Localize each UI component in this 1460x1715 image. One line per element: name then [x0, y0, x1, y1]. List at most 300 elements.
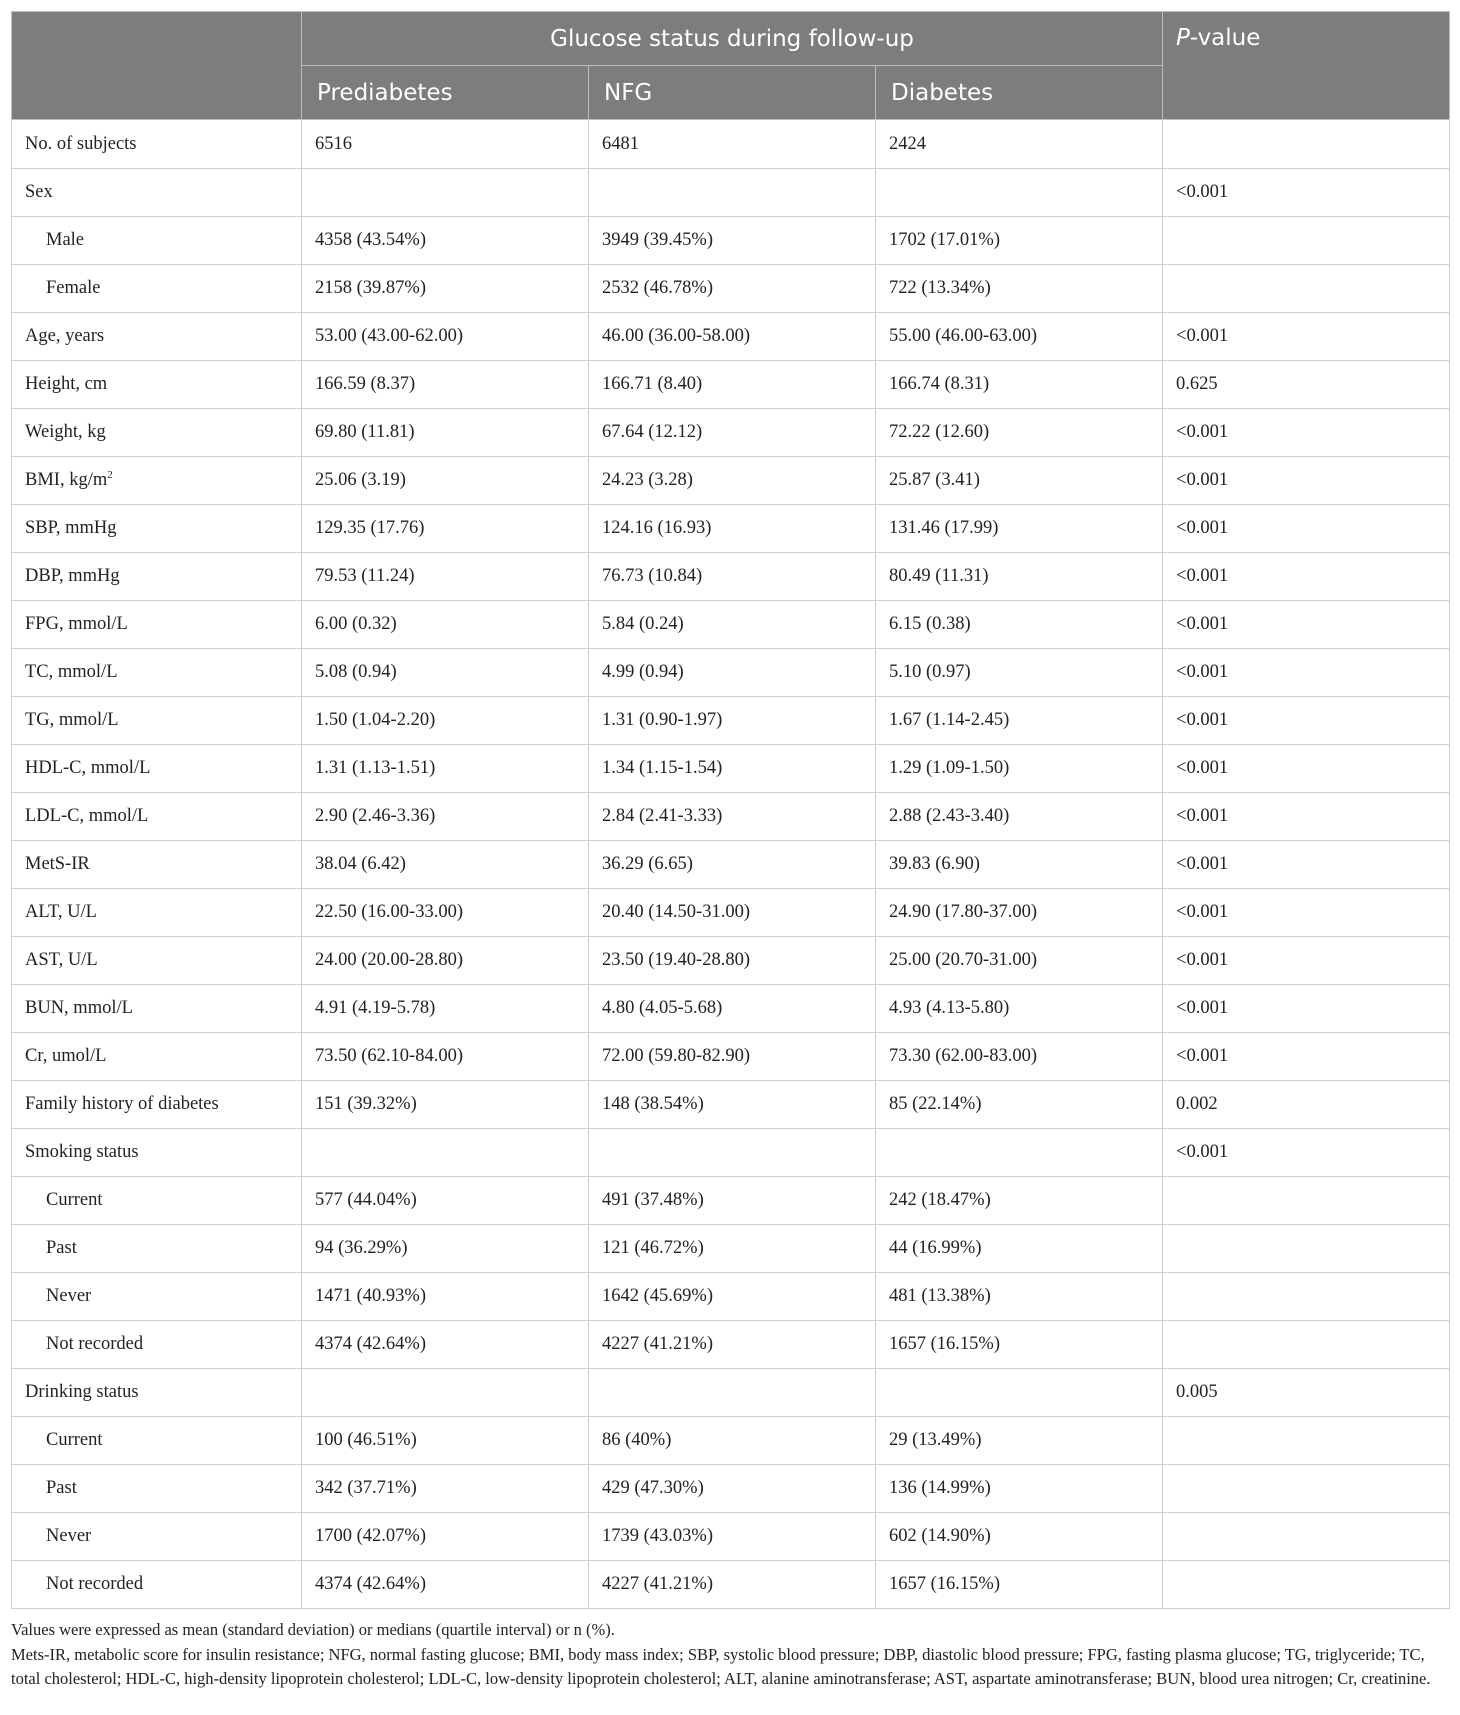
cell-nfg [589, 745, 876, 793]
cell-nfg [589, 1225, 876, 1273]
cell-nfg [589, 697, 876, 745]
baseline-characteristics-table [11, 11, 1450, 1609]
cell-diabetes [876, 457, 1163, 505]
cell-nfg [589, 409, 876, 457]
row-label-text: Not recorded [46, 1334, 144, 1354]
cell-diabetes-text: 24.90 (17.80-37.00) [889, 902, 1037, 922]
table-row [12, 1033, 1450, 1081]
row-label [12, 889, 302, 937]
cell-prediabetes-text: 25.06 (3.19) [315, 470, 406, 490]
row-label [12, 217, 302, 265]
cell-prediabetes-text: 38.04 (6.42) [315, 854, 406, 874]
cell-diabetes [876, 1417, 1163, 1465]
row-label [12, 1033, 302, 1081]
cell-diabetes-text: 44 (16.99%) [889, 1238, 982, 1258]
cell-pvalue [1163, 889, 1450, 937]
cell-pvalue [1163, 169, 1450, 217]
table-row [12, 1465, 1450, 1513]
cell-diabetes-text: 602 (14.90%) [889, 1526, 991, 1546]
cell-diabetes [876, 217, 1163, 265]
cell-prediabetes-text: 100 (46.51%) [315, 1430, 417, 1450]
cell-nfg [589, 1369, 876, 1417]
cell-nfg-text: 5.84 (0.24) [602, 614, 684, 634]
row-label-text: Current [46, 1430, 103, 1450]
cell-nfg-text: 2.84 (2.41-3.33) [602, 806, 723, 826]
cell-pvalue [1163, 120, 1450, 169]
table-row [12, 457, 1450, 505]
table-row [12, 1129, 1450, 1177]
cell-nfg-text: 4227 (41.21%) [602, 1334, 713, 1354]
header-col-nfg: NFG [589, 66, 876, 120]
cell-prediabetes-text: 1.50 (1.04-2.20) [315, 710, 436, 730]
superscript: 2 [107, 468, 113, 481]
row-label-text: MetS-IR [25, 854, 90, 874]
cell-pvalue-text: <0.001 [1176, 662, 1229, 682]
cell-nfg-text: 86 (40%) [602, 1430, 672, 1450]
table-row [12, 505, 1450, 553]
row-label [12, 1129, 302, 1177]
cell-prediabetes-text: 151 (39.32%) [315, 1094, 417, 1114]
cell-pvalue-text: <0.001 [1176, 326, 1229, 346]
cell-prediabetes [302, 409, 589, 457]
cell-nfg-text: 67.64 (12.12) [602, 422, 703, 442]
cell-diabetes [876, 745, 1163, 793]
cell-diabetes [876, 1465, 1163, 1513]
cell-pvalue-text: <0.001 [1176, 806, 1229, 826]
header-col-diabetes: Diabetes [876, 66, 1163, 120]
row-label-text: TG, mmol/L [25, 710, 119, 730]
row-label-text: Never [46, 1286, 92, 1306]
table-row [12, 120, 1450, 169]
row-label-text: Past [46, 1478, 77, 1498]
cell-prediabetes [302, 1561, 589, 1609]
cell-prediabetes-text: 5.08 (0.94) [315, 662, 397, 682]
cell-prediabetes-text: 6.00 (0.32) [315, 614, 397, 634]
cell-diabetes [876, 697, 1163, 745]
table-row [12, 889, 1450, 937]
cell-prediabetes [302, 457, 589, 505]
cell-diabetes-text: 722 (13.34%) [889, 278, 991, 298]
cell-prediabetes-text: 342 (37.71%) [315, 1478, 417, 1498]
cell-pvalue-text: <0.001 [1176, 566, 1229, 586]
cell-diabetes [876, 1321, 1163, 1369]
cell-prediabetes-text: 4358 (43.54%) [315, 230, 426, 250]
cell-pvalue [1163, 1417, 1450, 1465]
cell-diabetes-text: 39.83 (6.90) [889, 854, 980, 874]
row-label [12, 1321, 302, 1369]
cell-diabetes [876, 601, 1163, 649]
cell-diabetes [876, 1081, 1163, 1129]
cell-diabetes [876, 361, 1163, 409]
row-label [12, 1417, 302, 1465]
cell-prediabetes [302, 841, 589, 889]
row-label [12, 457, 302, 505]
cell-nfg [589, 793, 876, 841]
cell-diabetes-text: 1.29 (1.09-1.50) [889, 758, 1010, 778]
cell-pvalue [1163, 793, 1450, 841]
cell-diabetes [876, 1561, 1163, 1609]
cell-diabetes [876, 1129, 1163, 1177]
row-label [12, 601, 302, 649]
cell-diabetes [876, 985, 1163, 1033]
cell-diabetes-text: 136 (14.99%) [889, 1478, 991, 1498]
cell-nfg [589, 1033, 876, 1081]
cell-prediabetes [302, 601, 589, 649]
cell-diabetes-text: 481 (13.38%) [889, 1286, 991, 1306]
cell-pvalue-text: <0.001 [1176, 950, 1229, 970]
cell-pvalue-text: <0.001 [1176, 998, 1229, 1018]
cell-diabetes-text: 85 (22.14%) [889, 1094, 982, 1114]
row-label [12, 1561, 302, 1609]
cell-pvalue [1163, 1033, 1450, 1081]
cell-prediabetes [302, 1321, 589, 1369]
cell-prediabetes-text: 69.80 (11.81) [315, 422, 415, 442]
row-label-text: ALT, U/L [25, 902, 97, 922]
cell-nfg [589, 1081, 876, 1129]
row-label-text: Female [46, 278, 101, 298]
cell-diabetes-text: 1702 (17.01%) [889, 230, 1000, 250]
cell-nfg-text: 148 (38.54%) [602, 1094, 704, 1114]
cell-prediabetes-text: 4374 (42.64%) [315, 1574, 426, 1594]
table-row [12, 601, 1450, 649]
row-label-text: Smoking status [25, 1142, 139, 1162]
cell-pvalue-text: <0.001 [1176, 1142, 1229, 1162]
cell-pvalue-text: <0.001 [1176, 614, 1229, 634]
cell-pvalue [1163, 1369, 1450, 1417]
cell-prediabetes-text: 4374 (42.64%) [315, 1334, 426, 1354]
cell-diabetes [876, 1225, 1163, 1273]
cell-prediabetes [302, 1033, 589, 1081]
cell-nfg-text: 1.34 (1.15-1.54) [602, 758, 723, 778]
footnote-abbreviations: Mets-IR, metabolic score for insulin resistance; NFG, normal fasting glucose; BMI, body mass index; SBP, systolic blood pressure; DBP, diastolic blood pressure; FPG, fasting plasma glucose; TG, triglyceride; TC, total cholesterol; HDL-C, high-density lipoprotein cholesterol; LDL-C, low-density lipoprotein cholesterol; ALT, alanine aminotransferase; AST, aspartate aminotransferase; BUN, blood urea nitrogen; Cr, creatinine. [11, 1644, 1431, 1688]
cell-prediabetes-text: 22.50 (16.00-33.00) [315, 902, 463, 922]
cell-pvalue [1163, 409, 1450, 457]
cell-prediabetes [302, 1513, 589, 1561]
footnote-values: Values were expressed as mean (standard deviation) or medians (quartile interval) or n (%). [11, 1620, 615, 1639]
cell-nfg [589, 457, 876, 505]
cell-prediabetes [302, 1273, 589, 1321]
cell-pvalue [1163, 553, 1450, 601]
cell-nfg-text: 3949 (39.45%) [602, 230, 713, 250]
cell-nfg-text: 2532 (46.78%) [602, 278, 713, 298]
cell-nfg [589, 553, 876, 601]
cell-prediabetes-text: 24.00 (20.00-28.80) [315, 950, 463, 970]
row-label-text: Never [46, 1526, 92, 1546]
cell-diabetes [876, 649, 1163, 697]
row-label-text: TC, mmol/L [25, 662, 118, 682]
cell-diabetes-text: 242 (18.47%) [889, 1190, 991, 1210]
cell-pvalue [1163, 361, 1450, 409]
row-label [12, 505, 302, 553]
cell-prediabetes [302, 1369, 589, 1417]
row-label-text: HDL-C, mmol/L [25, 758, 151, 778]
cell-pvalue [1163, 1129, 1450, 1177]
row-label [12, 1369, 302, 1417]
row-label [12, 265, 302, 313]
cell-pvalue [1163, 1225, 1450, 1273]
cell-diabetes [876, 409, 1163, 457]
cell-prediabetes [302, 120, 589, 169]
cell-pvalue [1163, 745, 1450, 793]
header-pvalue [1163, 12, 1450, 120]
row-label-text: Family history of diabetes [25, 1094, 219, 1114]
cell-nfg-text: 72.00 (59.80-82.90) [602, 1046, 750, 1066]
row-label-text: AST, U/L [25, 950, 98, 970]
cell-prediabetes [302, 1417, 589, 1465]
cell-diabetes [876, 1513, 1163, 1561]
table-row [12, 1273, 1450, 1321]
cell-nfg [589, 217, 876, 265]
cell-prediabetes-text: 79.53 (11.24) [315, 566, 415, 586]
row-label-text: Age, years [25, 326, 105, 346]
cell-prediabetes [302, 313, 589, 361]
row-label-text: BUN, mmol/L [25, 998, 133, 1018]
cell-nfg-text: 1.31 (0.90-1.97) [602, 710, 723, 730]
row-label [12, 937, 302, 985]
cell-prediabetes [302, 745, 589, 793]
cell-prediabetes [302, 1465, 589, 1513]
cell-diabetes [876, 265, 1163, 313]
table-row [12, 1417, 1450, 1465]
cell-prediabetes [302, 697, 589, 745]
table-row [12, 745, 1450, 793]
cell-nfg [589, 601, 876, 649]
row-label [12, 793, 302, 841]
cell-diabetes-text: 29 (13.49%) [889, 1430, 982, 1450]
row-label-text: Male [46, 230, 85, 250]
cell-prediabetes-text: 4.91 (4.19-5.78) [315, 998, 436, 1018]
cell-diabetes [876, 793, 1163, 841]
cell-prediabetes [302, 1177, 589, 1225]
row-label [12, 120, 302, 169]
cell-nfg [589, 169, 876, 217]
row-label-text: Drinking status [25, 1382, 139, 1402]
cell-pvalue [1163, 1321, 1450, 1369]
row-label [12, 841, 302, 889]
row-label [12, 553, 302, 601]
cell-nfg-text: 23.50 (19.40-28.80) [602, 950, 750, 970]
cell-pvalue [1163, 1081, 1450, 1129]
table-row [12, 361, 1450, 409]
cell-prediabetes-text: 53.00 (43.00-62.00) [315, 326, 463, 346]
cell-pvalue [1163, 1513, 1450, 1561]
cell-nfg [589, 841, 876, 889]
cell-prediabetes-text: 129.35 (17.76) [315, 518, 425, 538]
cell-prediabetes-text: 73.50 (62.10-84.00) [315, 1046, 463, 1066]
cell-prediabetes-text: 2.90 (2.46-3.36) [315, 806, 436, 826]
row-label-text: Sex [25, 182, 53, 202]
table-row [12, 217, 1450, 265]
row-label [12, 313, 302, 361]
cell-prediabetes [302, 217, 589, 265]
cell-diabetes [876, 553, 1163, 601]
row-label [12, 649, 302, 697]
cell-prediabetes [302, 265, 589, 313]
cell-prediabetes-text: 1471 (40.93%) [315, 1286, 426, 1306]
row-label-text: LDL-C, mmol/L [25, 806, 149, 826]
cell-nfg [589, 120, 876, 169]
cell-pvalue-text: <0.001 [1176, 854, 1229, 874]
row-label-text: Not recorded [46, 1574, 144, 1594]
cell-prediabetes [302, 1225, 589, 1273]
cell-prediabetes [302, 937, 589, 985]
cell-nfg-text: 124.16 (16.93) [602, 518, 712, 538]
cell-diabetes-text: 2.88 (2.43-3.40) [889, 806, 1010, 826]
cell-diabetes-text: 4.93 (4.13-5.80) [889, 998, 1010, 1018]
cell-diabetes-text: 25.87 (3.41) [889, 470, 980, 490]
cell-diabetes-text: 1657 (16.15%) [889, 1574, 1000, 1594]
cell-nfg [589, 505, 876, 553]
row-label [12, 1465, 302, 1513]
row-label [12, 985, 302, 1033]
cell-diabetes-text: 6.15 (0.38) [889, 614, 971, 634]
cell-pvalue [1163, 265, 1450, 313]
cell-pvalue-text: <0.001 [1176, 710, 1229, 730]
cell-nfg-text: 46.00 (36.00-58.00) [602, 326, 750, 346]
cell-nfg [589, 1465, 876, 1513]
row-label-text: No. of subjects [25, 133, 137, 154]
row-label [12, 745, 302, 793]
cell-pvalue [1163, 649, 1450, 697]
header-group-label: Glucose status during follow-up [302, 12, 1163, 66]
cell-diabetes-text: 1.67 (1.14-2.45) [889, 710, 1010, 730]
cell-nfg-text: 20.40 (14.50-31.00) [602, 902, 750, 922]
row-label-text: FPG, mmol/L [25, 614, 128, 634]
cell-nfg-text: 429 (47.30%) [602, 1478, 704, 1498]
cell-pvalue-text: 0.002 [1176, 1094, 1218, 1114]
cell-pvalue [1163, 1273, 1450, 1321]
cell-pvalue [1163, 457, 1450, 505]
row-label-text: Height, cm [25, 374, 108, 394]
cell-pvalue-text: <0.001 [1176, 422, 1229, 442]
table-row [12, 937, 1450, 985]
cell-diabetes [876, 1033, 1163, 1081]
table-row [12, 409, 1450, 457]
cell-prediabetes-text: 2158 (39.87%) [315, 278, 426, 298]
cell-nfg-text: 4.80 (4.05-5.68) [602, 998, 723, 1018]
table-row [12, 1369, 1450, 1417]
cell-pvalue-text: <0.001 [1176, 470, 1229, 490]
cell-prediabetes [302, 985, 589, 1033]
cell-nfg [589, 985, 876, 1033]
row-label [12, 169, 302, 217]
cell-nfg [589, 361, 876, 409]
table-row [12, 697, 1450, 745]
cell-pvalue-text: <0.001 [1176, 182, 1229, 202]
row-label-text: SBP, mmHg [25, 518, 117, 538]
table-row [12, 1513, 1450, 1561]
cell-pvalue [1163, 1177, 1450, 1225]
table-row [12, 793, 1450, 841]
cell-diabetes-text: 25.00 (20.70-31.00) [889, 950, 1037, 970]
row-label-text: DBP, mmHg [25, 566, 120, 586]
cell-nfg [589, 313, 876, 361]
cell-pvalue-text: <0.001 [1176, 1046, 1229, 1066]
cell-diabetes [876, 169, 1163, 217]
header-pvalue-rest: -value [1189, 25, 1261, 51]
table-row [12, 1225, 1450, 1273]
table-row [12, 841, 1450, 889]
table-row [12, 1081, 1450, 1129]
cell-nfg-text: 166.71 (8.40) [602, 374, 703, 394]
cell-prediabetes-text: 577 (44.04%) [315, 1190, 417, 1210]
row-label-text: Weight, kg [25, 422, 106, 442]
cell-diabetes [876, 841, 1163, 889]
cell-nfg [589, 1129, 876, 1177]
table-row [12, 985, 1450, 1033]
cell-nfg [589, 649, 876, 697]
row-label [12, 409, 302, 457]
cell-pvalue [1163, 937, 1450, 985]
cell-pvalue [1163, 985, 1450, 1033]
table-row [12, 169, 1450, 217]
cell-prediabetes [302, 649, 589, 697]
table-row [12, 1321, 1450, 1369]
cell-nfg [589, 1273, 876, 1321]
cell-prediabetes [302, 505, 589, 553]
row-label-text: Cr, umol/L [25, 1046, 107, 1066]
cell-prediabetes [302, 1129, 589, 1177]
cell-nfg-text: 4.99 (0.94) [602, 662, 684, 682]
cell-diabetes-text: 166.74 (8.31) [889, 374, 990, 394]
cell-diabetes-text: 80.49 (11.31) [889, 566, 989, 586]
row-label [12, 1513, 302, 1561]
cell-pvalue [1163, 601, 1450, 649]
cell-diabetes-text: 2424 [889, 133, 926, 154]
cell-nfg-text: 121 (46.72%) [602, 1238, 704, 1258]
row-label [12, 697, 302, 745]
cell-diabetes-text: 73.30 (62.00-83.00) [889, 1046, 1037, 1066]
table-row [12, 1177, 1450, 1225]
cell-pvalue [1163, 1561, 1450, 1609]
row-label [12, 1081, 302, 1129]
cell-nfg [589, 937, 876, 985]
cell-diabetes [876, 937, 1163, 985]
cell-diabetes [876, 1369, 1163, 1417]
row-label [12, 1273, 302, 1321]
cell-nfg [589, 1513, 876, 1561]
table-body [12, 120, 1450, 1609]
cell-diabetes [876, 889, 1163, 937]
cell-nfg [589, 1321, 876, 1369]
cell-nfg [589, 1561, 876, 1609]
cell-diabetes [876, 120, 1163, 169]
table-row [12, 553, 1450, 601]
cell-pvalue-text: <0.001 [1176, 518, 1229, 538]
table-row [12, 313, 1450, 361]
table-container [11, 11, 1449, 1692]
cell-nfg-text: 76.73 (10.84) [602, 566, 703, 586]
cell-pvalue [1163, 505, 1450, 553]
table-footnotes [11, 1618, 1449, 1692]
cell-prediabetes-text: 94 (36.29%) [315, 1238, 408, 1258]
table-row [12, 1561, 1450, 1609]
cell-pvalue [1163, 841, 1450, 889]
cell-diabetes [876, 1177, 1163, 1225]
cell-nfg-text: 24.23 (3.28) [602, 470, 693, 490]
cell-nfg [589, 889, 876, 937]
row-label [12, 1225, 302, 1273]
row-label-text: Current [46, 1190, 103, 1210]
row-label [12, 361, 302, 409]
header-blank-cell [12, 12, 302, 120]
cell-prediabetes [302, 361, 589, 409]
cell-nfg-text: 1642 (45.69%) [602, 1286, 713, 1306]
cell-pvalue [1163, 217, 1450, 265]
cell-prediabetes-text: 1.31 (1.13-1.51) [315, 758, 436, 778]
cell-pvalue-text: <0.001 [1176, 758, 1229, 778]
cell-prediabetes [302, 793, 589, 841]
